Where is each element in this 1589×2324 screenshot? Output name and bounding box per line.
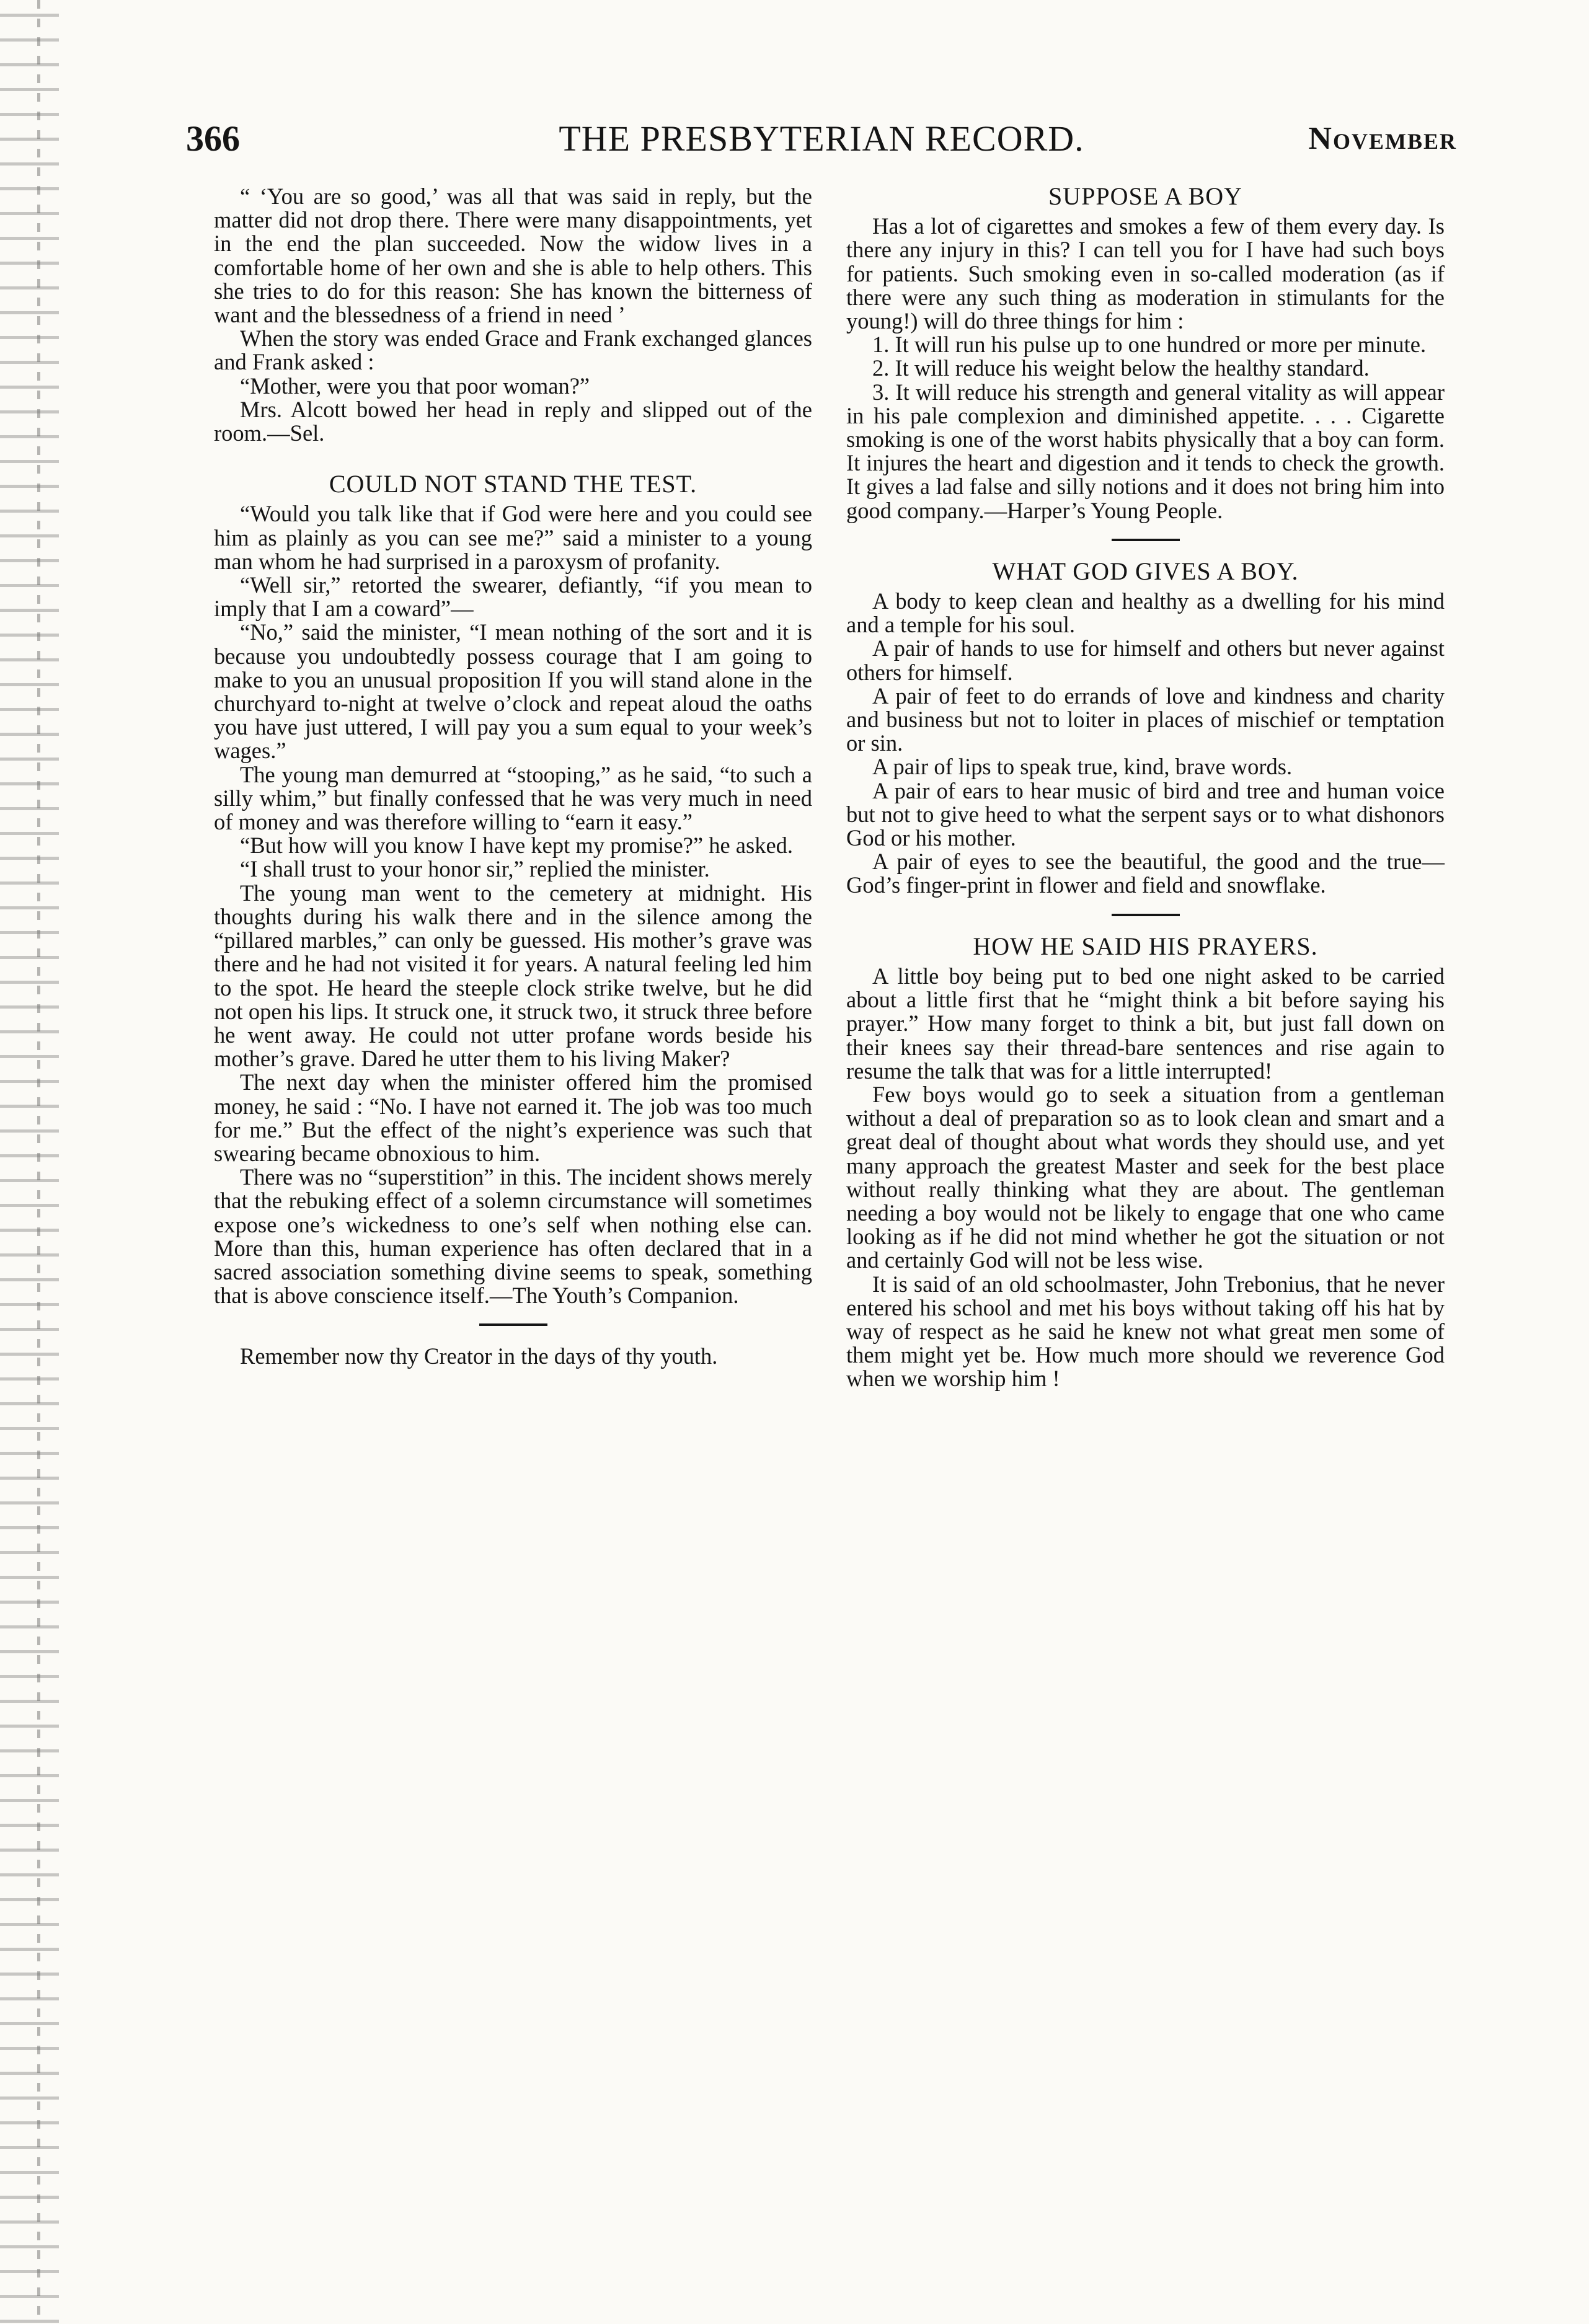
article-title-test: COULD NOT STAND THE TEST.: [329, 470, 697, 498]
list-item: 2. It will reduce his weight below the healthy standard.: [872, 355, 1370, 381]
issue-month: November: [1308, 121, 1457, 156]
paragraph: Few boys would go to seek a situation from a gentleman without a deal of preparation so as to look clean and smart and a great deal of thought about what words they should use, and yet many approach the greatest Master and seek for the best place without really thinking what they are about. The gentleman needing a boy would not be likely to engage that one who came looking as if he did not mind whether he got the situation or not and certainly God will not be less wise.: [846, 1081, 1445, 1273]
right-column: [846, 182, 1445, 1392]
paragraph: A pair of feet to do errands of love and kindness and charity and business but not to loiter in places of mischief or temptation or sin.: [846, 683, 1445, 756]
paragraph: The young man demurred at “stooping,” as he said, “to such a silly whim,” but finally confessed that he was very much in need of money and was therefore willing to “earn it easy.”: [214, 761, 812, 835]
page-header: [186, 118, 1457, 174]
list-item: 1. It will run his pulse up to one hundred or more per minute.: [872, 332, 1427, 358]
paragraph: A little boy being put to bed one night asked to be carried about a little first that he “might think a bit before saying his prayer.” How many forget to think a bit, but just fall down on their knees say their thread-bare sentences and rise again to resume the talk that was for a little interrupted!: [846, 963, 1445, 1084]
list-item: 3. It will reduce his strength and general vitality as will appear in his pale complexion and diminished appetite. . . . Cigarette smoking is one of the worst habits physically that a boy can form. It injures the heart and digestion and it tends to check the growth. It gives a lad false and silly notions and it does not bring him into good company.—Harper’s Young People.: [846, 379, 1445, 523]
paragraph: “Would you talk like that if God were here and you could see him as plainly as you can see me?” said a minister to a young man whom he had surprised in a paroxysm of profanity.: [214, 501, 812, 574]
paragraph: “I shall trust to your honor sir,” replied the minister.: [240, 856, 710, 882]
left-column: [214, 185, 812, 1369]
article-how-he-said-his-prayers: [846, 965, 1445, 1391]
paragraph: Has a lot of cigarettes and smokes a few of them every day. Is there any injury in this? I can tell you for I have had such boys for patients. Such smoking even in so-called moderation (as if there were any such thing as moderation in stimulants for the young!) will do three things for him :: [846, 213, 1445, 334]
section-divider: [479, 1323, 547, 1326]
page-number: 366: [186, 118, 240, 159]
paragraph: A pair of lips to speak true, kind, brave words.: [872, 754, 1293, 780]
paragraph: “ ‘You are so good,’ was all that was said in reply, but the matter did not drop there. There were many disappointments, yet in the end the plan succeeded. Now the widow lives in a comfortable home of her own and she is able to help others. This she tries to do for this reason: She has known the bitterness of want and the blessedness of a friend in need ’: [214, 183, 812, 328]
article-title-prayers: HOW HE SAID HIS PRAYERS.: [973, 932, 1318, 960]
paragraph: When the story was ended Grace and Frank exchanged glances and Frank asked :: [214, 325, 812, 375]
article-suppose-a-boy: [846, 214, 1445, 523]
journal-title: THE PRESBYTERIAN RECORD.: [559, 118, 1084, 159]
paragraph: “No,” said the minister, “I mean nothing of the sort and it is because you undoubtedly possess courage that I am going to make to you an unusual proposition If you will stand alone in the churchyard to-night at twelve o’clock and repeat aloud the oaths you have just uttered, I will pay you a sum equal to your week’s wages.”: [214, 619, 812, 764]
paragraph: A pair of ears to hear music of bird and tree and human voice but not to give heed to what the serpent says or to what dishonors God or his mother.: [846, 777, 1445, 851]
page-binding-edge: [0, 0, 59, 2324]
paragraph: It is said of an old schoolmaster, John Trebonius, that he never entered his school and met his boys without taking off his hat by way of respect as he said he knew not what great men some of them might yet be. How much more should we reverence God when we worship him !: [846, 1271, 1445, 1392]
paragraph: The young man went to the cemetery at midnight. His thoughts during his walk there and in the silence among the “pillared marbles,” can only be guessed. His mother’s grave was there and he had not visited it for years. A natural feeling led him to the spot. He heard the steeple clock strike twelve, but he did not open his lips. It struck one, it struck two, it struck three before he went away. He could not utter profane words beside his mother’s grave. Dared he utter them to his living Maker?: [214, 880, 812, 1072]
paragraph: Mrs. Alcott bowed her head in reply and slipped out of the room.—Sel.: [214, 396, 812, 446]
paragraph: A pair of hands to use for himself and others but never against others for himself.: [846, 635, 1445, 685]
paragraph: “But how will you know I have kept my promise?” he asked.: [240, 833, 794, 859]
section-divider: [1112, 914, 1180, 916]
paragraph: A body to keep clean and healthy as a dwelling for his mind and a temple for his soul.: [846, 588, 1445, 638]
article-title-gives: WHAT GOD GIVES A BOY.: [992, 557, 1299, 585]
paragraph: The next day when the minister offered him the promised money, he said : “No. I have not earned it. The job was too much for me.” But the effect of the night’s experience was such that swearing became obnoxious to him.: [214, 1069, 812, 1166]
paragraph: There was no “superstition” in this. The incident shows merely that the rebuking effect of a solemn circumstance will sometimes expose one’s wickedness to one’s self when nothing else can. More than this, human experience has often declared that in a sacred association something divine seems to speak, something that is above conscience itself.—The Youth’s Companion.: [214, 1164, 812, 1309]
section-divider: [1112, 539, 1180, 541]
article-could-not-stand-the-test: [214, 502, 812, 1307]
paragraph: A pair of eyes to see the beautiful, the good and the true—God’s finger-print in flower and field and snowflake.: [846, 849, 1445, 898]
story-ending: [214, 185, 812, 445]
closing-verse: Remember now thy Creator in the days of thy youth.: [240, 1343, 718, 1369]
article-title-suppose: SUPPOSE A BOY: [1048, 182, 1243, 210]
article-what-god-gives-a-boy: [846, 590, 1445, 898]
paragraph: “Mother, were you that poor woman?”: [240, 373, 590, 399]
paragraph: “Well sir,” retorted the swearer, defiantly, “if you mean to imply that I am a coward”—: [214, 572, 812, 622]
